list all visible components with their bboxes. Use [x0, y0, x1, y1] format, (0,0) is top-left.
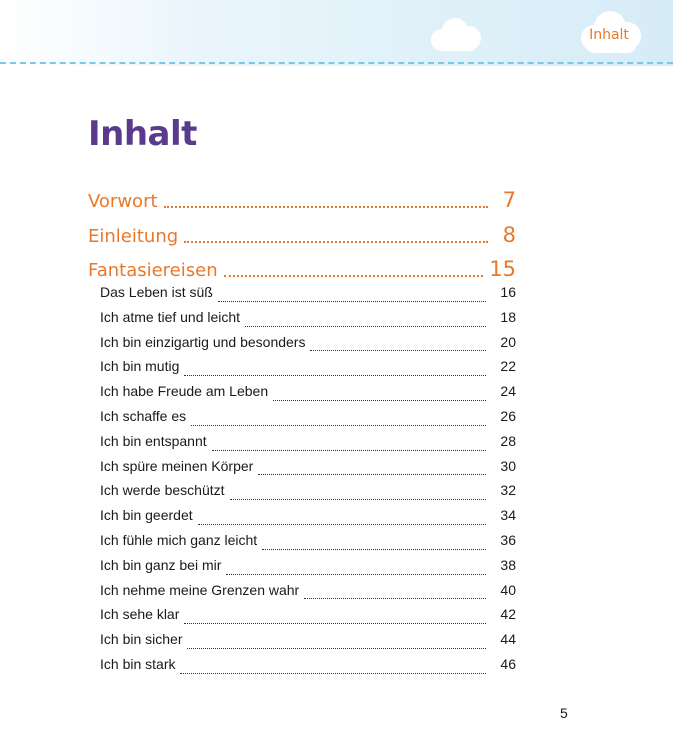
toc-entry-label: Ich werde beschützt	[100, 482, 225, 499]
toc-entry-label: Ich bin stark	[100, 655, 176, 672]
dot-leader	[187, 648, 486, 649]
dot-leader	[262, 549, 486, 550]
toc-sub-entry[interactable]	[100, 383, 516, 408]
toc-entry-label: Ich bin einzigartig und besonders	[100, 333, 306, 350]
toc-sub-entry[interactable]	[100, 656, 516, 681]
toc-entry-page: 26	[500, 407, 516, 424]
toc-sub-entry[interactable]	[100, 408, 516, 433]
dot-leader	[180, 673, 486, 674]
toc-entry-label: Ich nehme meine Grenzen wahr	[100, 581, 300, 598]
toc-entry-page: 42	[500, 606, 516, 623]
toc-entry-page: 15	[489, 257, 516, 281]
toc-entry-page: 18	[500, 308, 516, 325]
toc-main-entry[interactable]	[88, 223, 516, 249]
dot-leader	[184, 241, 488, 243]
dot-leader	[164, 206, 488, 208]
toc-entry-page: 20	[500, 333, 516, 350]
toc-main-entry[interactable]	[88, 188, 516, 214]
toc-entry-label: Ich bin entspannt	[100, 432, 207, 449]
dot-leader	[184, 623, 486, 624]
toc-entry-page: 34	[500, 507, 516, 524]
toc-entry-page: 44	[500, 631, 516, 648]
toc-entry-label: Ich bin geerdet	[100, 507, 193, 524]
toc-sub-entry[interactable]	[100, 482, 516, 507]
toc-sub-entry[interactable]	[100, 358, 516, 383]
header-section-label: Inhalt	[589, 27, 629, 43]
dot-leader	[230, 499, 486, 500]
dot-leader	[304, 598, 486, 599]
dot-leader	[191, 425, 486, 426]
toc-sub-entry[interactable]	[100, 284, 516, 309]
toc-entry-page: 38	[500, 556, 516, 573]
toc-entry-page: 7	[502, 188, 516, 212]
toc-entry-page: 32	[500, 482, 516, 499]
toc-entry-label: Einleitung	[88, 226, 179, 247]
toc-entry-label: Ich sehe klar	[100, 606, 180, 623]
toc-sub-entry[interactable]	[100, 507, 516, 532]
toc-entry-label: Ich bin mutig	[100, 358, 180, 375]
header-dashed-line	[0, 62, 673, 64]
toc-sub-entry[interactable]	[100, 606, 516, 631]
dot-leader	[310, 350, 486, 351]
page-number: 5	[560, 705, 568, 721]
toc-entry-page: 22	[500, 358, 516, 375]
toc-entry-page: 24	[500, 383, 516, 400]
dot-leader	[212, 450, 486, 451]
toc-entry-page: 28	[500, 432, 516, 449]
dot-leader	[224, 275, 484, 277]
toc-main-entry[interactable]	[88, 257, 516, 283]
toc-sub-entry[interactable]	[100, 334, 516, 359]
dot-leader	[258, 474, 486, 475]
toc-entry-label: Ich bin ganz bei mir	[100, 556, 222, 573]
header-sky-background	[0, 0, 673, 66]
dot-leader	[245, 326, 486, 327]
toc-entry-page: 16	[500, 284, 516, 300]
toc-entry-page: 40	[500, 581, 516, 598]
toc-entry-page: 30	[500, 457, 516, 474]
toc-sub-entry[interactable]	[100, 532, 516, 557]
toc-sub-entry[interactable]	[100, 582, 516, 607]
dot-leader	[226, 574, 486, 575]
toc-entry-page: 46	[500, 655, 516, 672]
toc-entry-label: Vorwort	[88, 191, 158, 212]
toc-entry-label: Ich habe Freude am Leben	[100, 383, 269, 400]
page-title: Inhalt	[88, 114, 197, 154]
toc-sub-list	[100, 284, 516, 681]
toc-entry-label: Ich schaffe es	[100, 407, 187, 424]
toc-entry-label: Ich bin sicher	[100, 631, 183, 648]
toc-entry-label: Ich fühle mich ganz leicht	[100, 531, 258, 548]
dot-leader	[198, 524, 486, 525]
toc-entry-label: Das Leben ist süß	[100, 284, 213, 300]
dot-leader	[273, 400, 486, 401]
dot-leader	[184, 375, 486, 376]
toc-entry-label: Fantasiereisen	[88, 260, 218, 281]
toc-entry-page: 8	[502, 223, 516, 247]
toc-entry-label: Ich spüre meinen Körper	[100, 457, 254, 474]
toc-sub-entry[interactable]	[100, 631, 516, 656]
toc-entry-label: Ich atme tief und leicht	[100, 308, 241, 325]
cloud-icon	[428, 16, 484, 54]
toc-sub-entry[interactable]	[100, 557, 516, 582]
toc-sub-entry[interactable]	[100, 458, 516, 483]
dot-leader	[218, 301, 486, 302]
toc-entry-page: 36	[500, 531, 516, 548]
toc-sub-entry[interactable]	[100, 309, 516, 334]
toc-sub-entry[interactable]	[100, 433, 516, 458]
